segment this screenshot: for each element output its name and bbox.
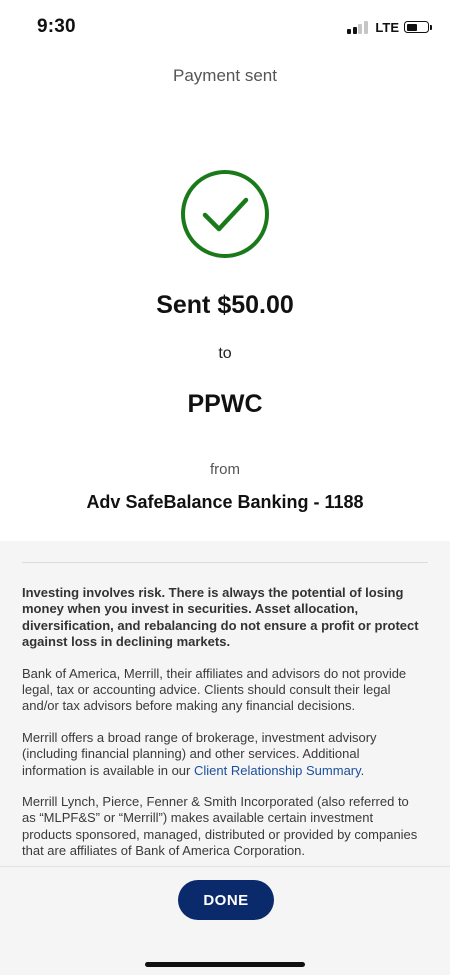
services-disclosure-end: . (360, 762, 365, 778)
status-indicators (347, 19, 432, 35)
home-indicator[interactable] (145, 962, 305, 967)
divider (22, 562, 428, 563)
services-disclosure (22, 730, 422, 779)
recipient-name: PPWC (187, 390, 263, 418)
mlpfs-disclosure: Merrill Lynch, Pierce, Fenner & Smith Incorporated (also referred to as “MLPF&S” or “Merrill”) makes available certain investment products sponsored, managed, distributed or provided by companies that are affiliates of Bank of America Corporation. (22, 794, 418, 859)
battery-cap (430, 25, 432, 30)
advice-disclosure: Bank of America, Merrill, their affiliates and advisors do not provide legal, tax or accounting advice. Clients should consult their legal and/or tax advisors before making any financial decisions. (22, 665, 407, 714)
battery-level (407, 24, 417, 31)
to-label: to (218, 345, 232, 362)
network-type-label: LTE (375, 19, 399, 35)
risk-disclosure: Investing involves risk. There is always the potential of losing money when you invest in securities. Asset allocation, diversification, and rebalancing do not ensure a profit or protect against loss in declining markets. (22, 585, 419, 650)
status-bar (0, 0, 450, 56)
footer (0, 866, 450, 975)
done-button[interactable]: DONE (178, 880, 274, 920)
services-disclosure-text: Merrill offers a broad range of brokerage, investment advisory (including financial planning) and other services. Additional information is available in our (22, 729, 377, 778)
signal-strength-icon (347, 21, 369, 34)
client-relationship-summary-link[interactable]: Client Relationship Summary (194, 762, 361, 778)
page-title: Payment sent (173, 66, 277, 85)
status-time: 9:30 (37, 16, 76, 37)
battery-icon (404, 21, 429, 33)
from-account: Adv SafeBalance Banking - 1188 (86, 492, 364, 512)
from-label: from (210, 461, 240, 478)
disclosure-panel[interactable] (0, 541, 450, 866)
disclosures-text (22, 585, 422, 866)
checkmark-circle-icon (179, 168, 271, 260)
sent-amount: Sent $50.00 (156, 291, 294, 319)
